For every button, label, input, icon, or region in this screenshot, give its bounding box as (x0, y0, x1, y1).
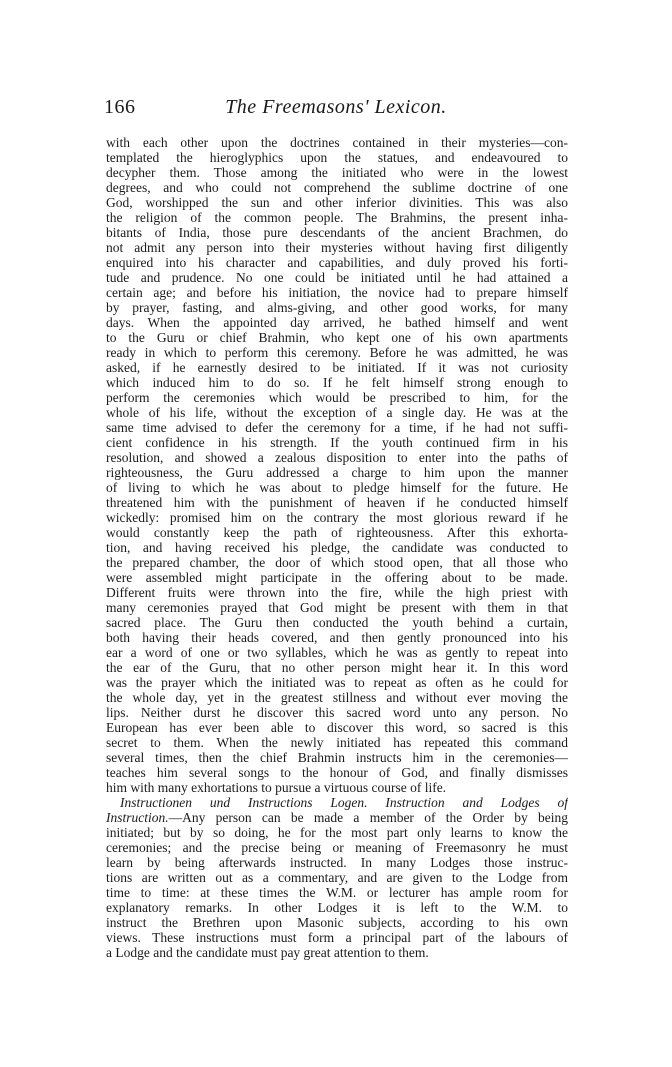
text-line: of living to which he was about to pledge himself for the future. He (106, 480, 568, 495)
text-line: him with many exhortations to pursue a virtuous course of life. (106, 780, 447, 795)
text-line: certain age; and before his initiation, the novice had to prepare himself (106, 285, 568, 300)
text-line: decypher them. Those among the initiated who were in the lowest (106, 165, 568, 180)
text-line: lips. Neither durst he discover this sacred word unto any person. No (106, 705, 568, 720)
text-line: teaches him several songs to the honour of God, and finally dismisses (106, 765, 568, 780)
entry-heading-line (106, 795, 568, 810)
text-line: by prayer, fasting, and alms-giving, and other good works, for many (106, 300, 568, 315)
text-line: templated the hieroglyphics upon the statues, and endeavoured to (106, 150, 568, 165)
text-line: a Lodge and the candidate must pay great attention to them. (106, 945, 429, 960)
text-line: enquired into his character and capabilities, and duly proved his forti- (106, 255, 568, 270)
text-line: tion, and having received his pledge, the candidate was conducted to (106, 540, 568, 555)
text-line: were assembled might participate in the offering about to be made. (106, 570, 568, 585)
text-line: Instruction.—Any person can be made a member of the Order by being (106, 810, 568, 825)
text-line: which induced him to do so. If he felt himself strong enough to (106, 375, 568, 390)
text-line: the religion of the common people. The Brahmins, the present inha- (106, 210, 568, 225)
text-line: tude and prudence. No one could be initiated until he had attained a (106, 270, 568, 285)
page-header (104, 96, 568, 126)
text-line: the prepared chamber, the door of which stood open, that all those who (106, 555, 568, 570)
text-line: same time advised to defer the ceremony for a time, if he had not suffi- (106, 420, 568, 435)
text-line: days. When the appointed day arrived, he bathed himself and went (106, 315, 568, 330)
text-line: resolution, and showed a zealous disposition to enter into the paths of (106, 450, 568, 465)
text-line: wickedly: promised him on the contrary the most glorious reward if he (106, 510, 568, 525)
text-line: asked, if he earnestly desired to be initiated. If it was not curiosity (106, 360, 568, 375)
text-line: was the prayer which the initiated was to repeat as often as he could for (106, 675, 568, 690)
text-line: the whole day, yet in the greatest stillness and without ever moving the (106, 690, 568, 705)
text-line: European has ever been able to discover this word, so sacred is this (106, 720, 568, 735)
text-line: threatened him with the punishment of heaven if he conducted himself (106, 495, 568, 510)
text-line: cient confidence in his strength. If the youth continued firm in his (106, 435, 568, 450)
text-line: the ear of the Guru, that no other person might hear it. In this word (106, 660, 568, 675)
text-line: instruct the Brethren upon Masonic subjects, according to his own (106, 915, 568, 930)
text-line: secret to them. When the newly initiated has repeated this command (106, 735, 568, 750)
text-line: several times, then the chief Brahmin instructs him in the ceremonies— (106, 750, 568, 765)
text-line: learn by being afterwards instructed. In many Lodges those instruc- (106, 855, 568, 870)
page-number: 166 (104, 96, 136, 118)
text-line: views. These instructions must form a principal part of the labours of (106, 930, 568, 945)
text-line: bitants of India, those pure descendants of the ancient Brachmen, do (106, 225, 568, 240)
running-title: The Freemasons' Lexicon. (225, 96, 447, 118)
text-line: Different fruits were thrown into the fire, while the high priest with (106, 585, 568, 600)
text-line: righteousness, the Guru addressed a charge to him upon the manner (106, 465, 568, 480)
text-line: ceremonies; and the precise being or meaning of Freemasonry he must (106, 840, 568, 855)
text-line: to the Guru or chief Brahmin, who kept one of his own apartments (106, 330, 568, 345)
text-line: tions are written out as a commentary, and are given to the Lodge from (106, 870, 568, 885)
text-line: sacred place. The Guru then conducted the youth behind a curtain, (106, 615, 568, 630)
text-line: God, worshipped the sun and other inferior divinities. This was also (106, 195, 568, 210)
text-line: ready in which to perform this ceremony. Before he was admitted, he was (106, 345, 568, 360)
text-line: many ceremonies prayed that God might be present with them in that (106, 600, 568, 615)
text-line: ear a word of one or two syllables, which he was as gently to repeat into (106, 645, 568, 660)
text-line: whole of his life, without the exception of a single day. He was at the (106, 405, 568, 420)
text-line: perform the ceremonies which would be prescribed to him, for the (106, 390, 568, 405)
text-line: not admit any person into their mysteries without having first diligently (106, 240, 568, 255)
text-line: with each other upon the doctrines contained in their mysteries—con- (106, 135, 568, 150)
text-line: both having their heads covered, and then gently pronounced into his (106, 630, 568, 645)
text-line: degrees, and who could not comprehend the sublime doctrine of one (106, 180, 568, 195)
entry-heading: Instructionen und Instructions Logen. Instruction and Lodges of (120, 795, 568, 810)
text-line: would constantly keep the path of righteousness. After this exhorta- (106, 525, 568, 540)
text-line: explanatory remarks. In other Lodges it is left to the W.M. to (106, 900, 568, 915)
text-line: initiated; but by so doing, he for the most part only learns to know the (106, 825, 568, 840)
text-line: time to time: at these times the W.M. or lecturer has ample room for (106, 885, 568, 900)
body-text (106, 135, 568, 960)
